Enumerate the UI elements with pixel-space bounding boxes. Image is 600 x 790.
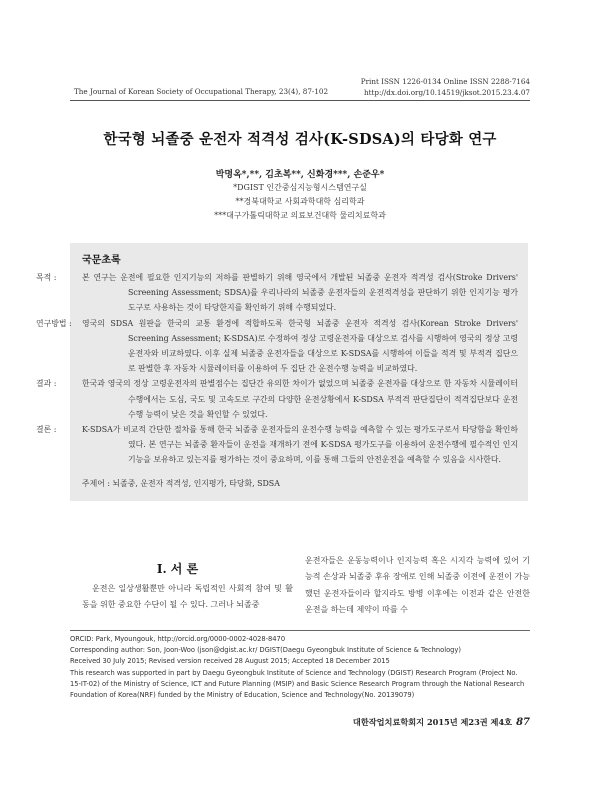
affiliation-1: *DGIST 인간중심지능형시스템연구실 <box>233 183 367 192</box>
abstract-result: 결과 : 한국과 영국의 정상 고령운전자의 판별점수는 집단간 유의한 차이가 없었으며 뇌졸중 운전자를 대상으로 한 자동차 시뮬레이터 수행에서는 도심, 국도 및 고속도로 구간의 다양한 운전상황에서 K-SDSA 부적격 판단집단이 적격집단보다 운전수행 능력이 낮은 것을 확인할 수 있었다. <box>36 379 518 419</box>
abstract-heading: 국문초록 <box>82 255 121 266</box>
doi-link[interactable]: http://dx.doi.org/10.14519/jksot.2015.23.4.07 <box>363 88 530 97</box>
footnote-corresponding: Corresponding author: Son, Joon-Woo (json@dgist.ac.kr/ DGIST(Daegu Gyeongbuk Institute of Science & Technology) <box>70 646 461 655</box>
abstract-purpose: 목적 : 본 연구는 운전에 필요한 인지기능의 저하를 판별하기 위해 영국에서 개발된 뇌졸중 운전자 적격성 검사(Stroke Drivers' Screening Assessment; SDSA)를 우리나라의 뇌졸중 운전자들의 운전적격성을 판단하기 위한 인지기능 평가도구로 사용하는 것이 타당한지를 확인하기 위해 수행되었다. <box>36 273 518 313</box>
keywords-label: 주제어 : <box>82 478 113 488</box>
author-list: 박명옥*,**, 김초복**, 신화경***, 손준우* <box>215 170 385 180</box>
footnotes <box>70 634 530 701</box>
footnote-received: Received 30 July 2015; Revised version received 28 August 2015; Accepted 18 December 2015 <box>70 657 390 666</box>
abstract-method: 연구방법 :영국의 SDSA 원판을 한국의 교통 환경에 적합하도록 한국형 뇌졸중 운전자 적격성 검사(Korean Stroke Drivers' Screening Assessment; K-SDSA)로 수정하여 정상 고령운전자를 대상으로 검사를 시행하여 영국의 정상 고령운전자와 비교하였다. 이후 실제 뇌졸중 운전자들을 대상으로 K-SDSA를 시행하여 이들을 적격 및 부적격 집단으로 판별한 후 자동차 시뮬레이터를 이용하여 두 집단 간 운전수행 능력을 비교하였다. <box>36 318 518 374</box>
issn-line: Print ISSN 1226-0134 Online ISSN 2288-7164 <box>360 77 530 86</box>
footnote-funding: This research was supported in part by Daegu Gyeongbuk Institute of Science and Technology (DGIST) Research Program (Project No. 15-IT-02) of the Ministry of Science, ICT and Future Planning (MSIP) and Basic Science Research Program through the National Research Foundation of Korea(NRF) funded by the Ministry of Education, Science and Technology(No. 20139079) <box>70 668 525 700</box>
intro-right-column: 운전자들은 운동능력이나 인지능력 혹은 시지각 능력에 있어 기능적 손상과 뇌졸중 후유 장애로 인해 뇌졸중 이전에 운전이 가능했던 운전자들이라 할지라도 방병 이후에는 이전과 같은 안전한 운전을 하는데 제약이 따를 수 <box>305 556 530 615</box>
journal-citation: The Journal of Korean Society of Occupational Therapy, 23(4), 87-102 <box>74 87 329 96</box>
footer-journal: 대한작업치료학회지 2015년 제23권 제4호 <box>352 717 513 727</box>
abstract-keywords <box>82 478 518 489</box>
abstract-conclusion: 결론 : K-SDSA가 비교적 간단한 절차를 통해 한국 뇌졸중 운전자들의 운전수행 능력을 예측할 수 있는 평가도구로서 타당함을 확인하였다. 본 연구는 뇌졸중 환자들이 운전을 재개하기 전에 K-SDSA 평가도구를 이용하여 운전수행에 필수적인 인지기능을 보유하고 있는지를 평가하는 것이 중요하며, 이를 통해 그들의 안전운전을 예측할 수 있음을 시사한다. <box>36 425 518 465</box>
section-heading-intro: Ⅰ. 서 론 <box>156 562 199 576</box>
header-rule <box>70 100 530 101</box>
footnote-orcid: ORCID: Park, Myoungouk, http://orcid.org/0000-0002-4028-8470 <box>70 635 286 643</box>
affiliation-3: ***대구가톨릭대학교 의료보건대학 물리치료학과 <box>214 211 386 220</box>
abstract-box <box>36 243 528 501</box>
page-number: 87 <box>516 717 530 728</box>
keywords-text: 뇌졸중, 운전자 적격성, 인지평가, 타당화, SDSA <box>112 478 280 488</box>
footnote-rule <box>70 630 530 631</box>
page-footer <box>353 717 530 728</box>
paper-title: 한국형 뇌졸중 운전자 적격성 검사(K-SDSA)의 타당화 연구 <box>103 131 497 148</box>
affiliation-2: **경북대학교 사회과학대학 심리학과 <box>235 197 365 206</box>
intro-left-column: 운전은 일상생활뿐만 아니라 독립적인 사회적 참여 및 활동을 위한 중요한 수단이 될 수 있다. 그러나 뇌졸중 <box>82 584 293 610</box>
affiliation-list <box>0 181 600 223</box>
